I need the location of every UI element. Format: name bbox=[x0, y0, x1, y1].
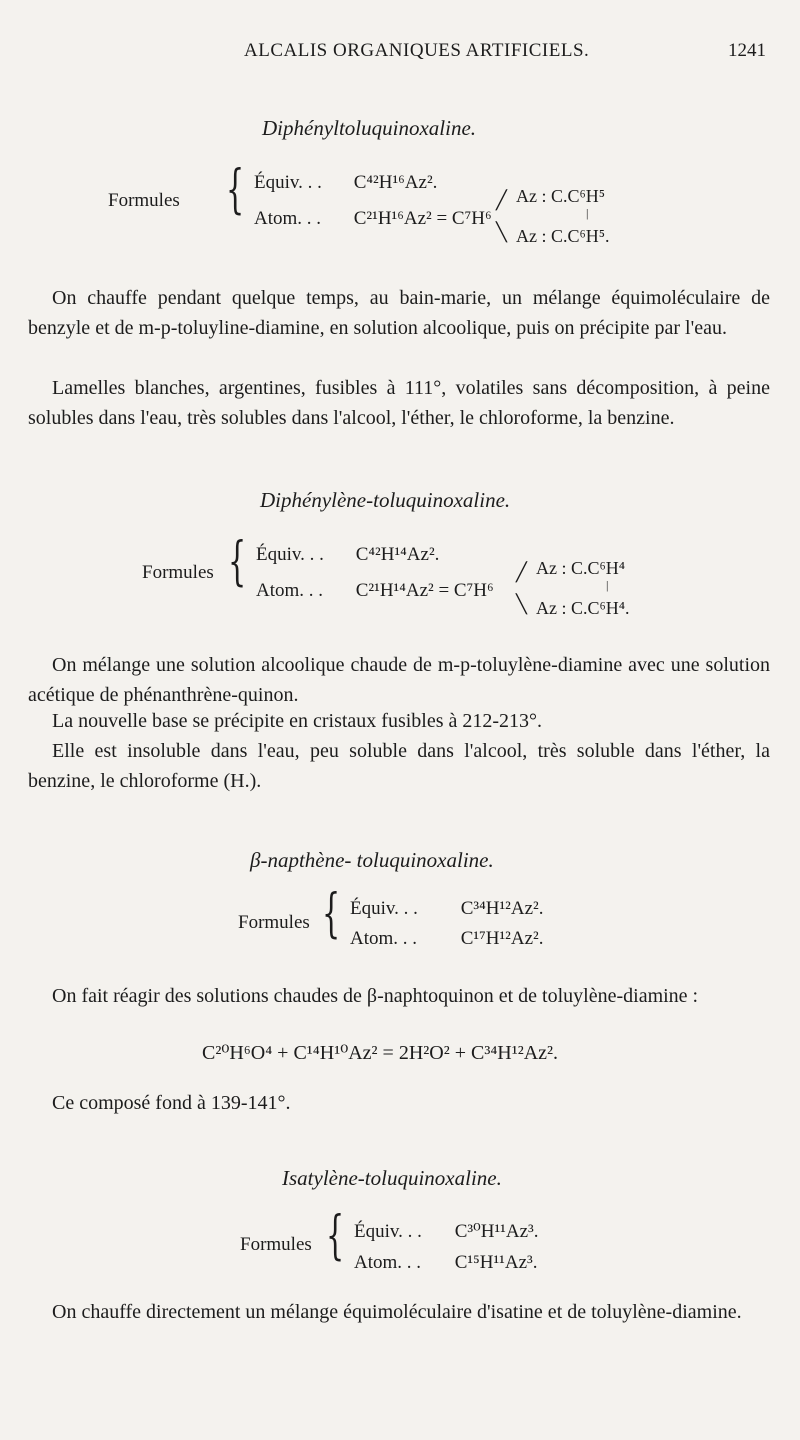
vertical-bond-icon: | bbox=[606, 578, 609, 592]
brace-icon: { bbox=[322, 884, 341, 944]
paragraph: Ce composé fond à 139-141°. bbox=[52, 1092, 291, 1114]
paragraph: On mélange une solution alcoolique chaude de m-p-toluylène-diamine avec une solution acétique de phénanthrène-quinon. bbox=[28, 654, 770, 706]
formula-label: Formules bbox=[108, 190, 180, 211]
structure-bottom: Az : C.C⁶H⁴. bbox=[536, 598, 630, 618]
paragraph: On chauffe directement un mélange équimoléculaire d'isatine et de toluylène-diamine. bbox=[52, 1301, 742, 1323]
equiv-label: Équiv. . . bbox=[354, 1221, 422, 1242]
paragraph: Lamelles blanches, argentines, fusibles à 111°, volatiles sans décomposition, à peine solubles dans l'eau, très solubles dans l'alcool, l'éther, le chloroforme, la benzine. bbox=[28, 377, 770, 429]
atom-label: Atom. . . bbox=[256, 580, 324, 601]
atom-row bbox=[254, 208, 492, 230]
paragraph: On chauffe pendant quelque temps, au bain-marie, un mélange équimoléculaire de benzyle et de m-p-toluyline-diamine, en solution alcoolique, puis on précipite par l'eau. bbox=[28, 287, 770, 339]
formula-block-1 bbox=[0, 160, 800, 258]
atom-formula: C¹⁵H¹¹Az³. bbox=[454, 1252, 538, 1273]
atom-formula: C¹⁷H¹²Az². bbox=[460, 928, 544, 949]
structure-top: Az : C.C⁶H⁴ bbox=[536, 558, 626, 578]
brace-icon: { bbox=[228, 532, 247, 592]
atom-formula: C²¹H¹⁴Az² = C⁷H⁶ bbox=[355, 580, 494, 601]
equiv-label: Équiv. . . bbox=[254, 172, 322, 193]
atom-row bbox=[354, 1252, 537, 1274]
equiv-formula: C³⁰H¹¹Az³. bbox=[454, 1221, 539, 1242]
section-title-beta-napthene-toluquinoxaline: β-napthène- toluquinoxaline. bbox=[250, 848, 494, 872]
atom-label: Atom. . . bbox=[354, 1252, 422, 1273]
formula-block-4 bbox=[0, 1206, 800, 1282]
page-header bbox=[0, 40, 800, 70]
vertical-bond-icon: | bbox=[586, 206, 589, 220]
equiv-formula: C⁴²H¹⁶Az². bbox=[353, 172, 438, 193]
section-title-isatylene-toluquinoxaline: Isatylène-toluquinoxaline. bbox=[282, 1166, 502, 1190]
equiv-row bbox=[354, 1220, 538, 1243]
brace-icon: { bbox=[326, 1206, 345, 1266]
formula-label: Formules bbox=[142, 562, 214, 583]
equiv-formula: C⁴²H¹⁴Az². bbox=[355, 544, 440, 565]
atom-formula: C²¹H¹⁶Az² = C⁷H⁶ bbox=[353, 208, 492, 229]
equiv-label: Équiv. . . bbox=[350, 898, 418, 919]
structure-bottom: Az : C.C⁶H⁵. bbox=[516, 226, 610, 246]
paragraph: On fait réagir des solutions chaudes de β-naphtoquinon et de toluylène-diamine : bbox=[52, 985, 699, 1007]
formula-block-2 bbox=[0, 532, 800, 630]
bond-down-icon: ╲ bbox=[516, 594, 527, 614]
equiv-row bbox=[256, 544, 439, 566]
atom-label: Atom. . . bbox=[254, 208, 322, 229]
bond-down-icon: ╲ bbox=[496, 222, 507, 242]
equiv-row bbox=[254, 172, 437, 194]
section-title-diphenylene-toluquinoxaline: Diphénylène-toluquinoxaline. bbox=[260, 488, 511, 512]
equiv-formula: C³⁴H¹²Az². bbox=[460, 898, 544, 919]
equiv-row bbox=[350, 898, 543, 920]
bond-up-icon: ╱ bbox=[516, 562, 527, 582]
paragraph: La nouvelle base se précipite en cristaux fusibles à 212-213°. bbox=[52, 710, 543, 732]
formula-label: Formules bbox=[238, 912, 310, 933]
formula-label: Formules bbox=[240, 1234, 312, 1255]
page-number: 1241 bbox=[728, 40, 766, 61]
section-title-diphenyltoluquinoxaline: Diphényltoluquinoxaline. bbox=[262, 116, 477, 140]
structure-top: Az : C.C⁶H⁵ bbox=[516, 186, 606, 206]
formula-block-3 bbox=[0, 884, 800, 962]
equiv-label: Équiv. . . bbox=[256, 544, 324, 565]
reaction-equation: C²⁰H⁶O⁴ + C¹⁴H¹⁰Az² = 2H²O² + C³⁴H¹²Az². bbox=[202, 1042, 559, 1064]
atom-row bbox=[350, 928, 543, 950]
atom-row bbox=[256, 580, 494, 602]
atom-label: Atom. . . bbox=[350, 928, 418, 949]
brace-icon: { bbox=[226, 160, 245, 220]
bond-up-icon: ╱ bbox=[496, 190, 507, 210]
running-title: ALCALIS ORGANIQUES ARTIFICIELS. bbox=[244, 40, 590, 61]
paragraph: Elle est insoluble dans l'eau, peu soluble dans l'alcool, très soluble dans l'éther, la benzine, le chloroforme (H.). bbox=[28, 740, 770, 792]
